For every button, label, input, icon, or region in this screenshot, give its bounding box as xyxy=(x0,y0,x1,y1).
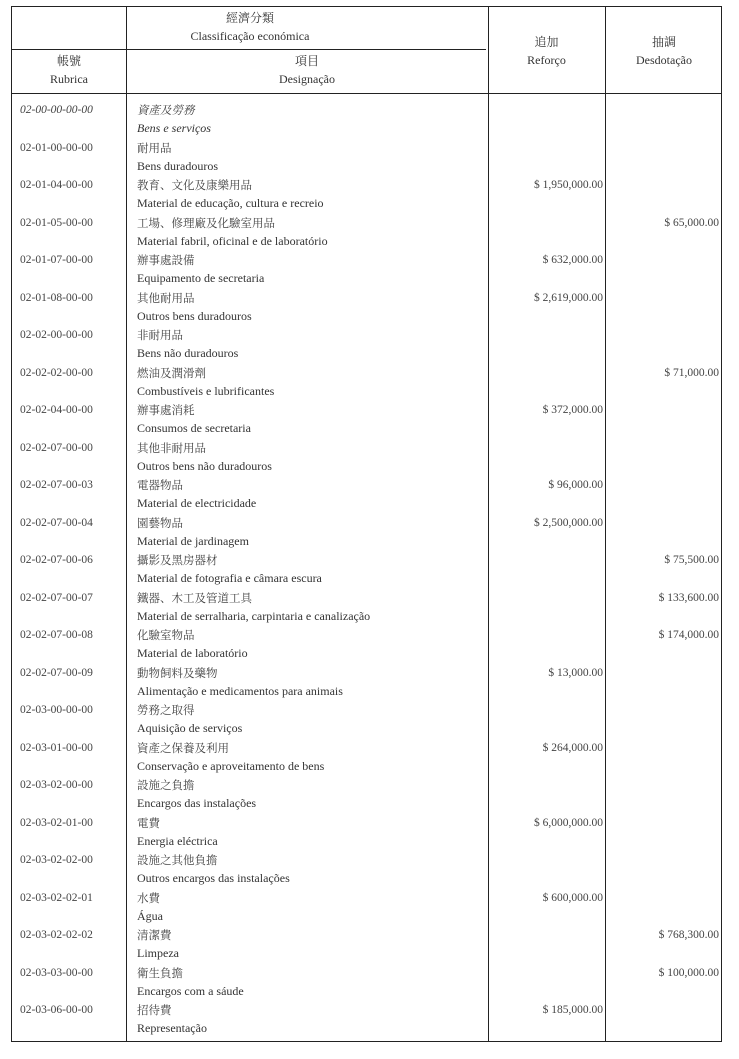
row-designation-zh: 園藝物品 xyxy=(137,515,183,530)
row-designation-zh: 設施之其他負擔 xyxy=(137,853,218,867)
header-item-pt: Designação xyxy=(279,72,335,86)
row-reforco-amount: $ 13,000.00 xyxy=(548,666,603,679)
table-row xyxy=(12,1001,723,1039)
row-desdotacao-amount: $ 174,000.00 xyxy=(658,629,719,641)
table-row xyxy=(12,739,723,777)
row-code: 02-02-07-00-07 xyxy=(20,591,93,604)
header-desdotacao xyxy=(605,33,723,69)
table-row xyxy=(12,364,723,402)
row-designation-zh: 辦事處消耗 xyxy=(137,403,195,417)
row-code: 02-03-06-00-00 xyxy=(20,1004,93,1016)
row-designation-pt: Material de fotografia e câmara escura xyxy=(137,571,322,585)
row-code: 02-02-07-00-06 xyxy=(20,554,93,566)
header-economic-pt: Classificação económica xyxy=(190,29,310,43)
row-desdotacao-amount: $ 768,300.00 xyxy=(658,929,719,941)
row-designation-pt: Aquisição de serviços xyxy=(137,721,243,735)
row-designation-pt: Bens não duradouros xyxy=(137,346,239,360)
header-reforco-zh: 追加 xyxy=(534,35,559,49)
row-designation-pt: Material de laboratório xyxy=(137,646,248,660)
row-designation-zh: 清潔費 xyxy=(137,928,172,942)
row-reforco-amount: $ 2,500,000.00 xyxy=(534,516,603,529)
header-desdot-zh: 抽調 xyxy=(651,35,676,49)
header-account-pt: Rubrica xyxy=(50,72,88,86)
row-desdotacao-amount: $ 75,500.00 xyxy=(664,554,719,566)
row-designation-zh: 水費 xyxy=(137,890,160,905)
row-reforco-amount: $ 96,000.00 xyxy=(548,479,603,491)
row-desdotacao-amount: $ 71,000.00 xyxy=(664,366,719,379)
table-row xyxy=(12,664,723,702)
row-designation-pt: Outros encargos das instalações xyxy=(137,871,290,885)
row-designation-pt: Conservação e aproveitamento de bens xyxy=(137,758,325,773)
row-code: 02-03-02-02-02 xyxy=(20,929,93,941)
row-designation-pt: Combustíveis e lubrificantes xyxy=(137,383,275,398)
row-designation-pt: Representação xyxy=(137,1021,207,1035)
budget-table xyxy=(11,6,722,1042)
header-desdot-pt: Desdotação xyxy=(636,53,692,67)
row-designation-pt: Alimentação e medicamentos para animais xyxy=(137,683,343,698)
row-code: 02-03-02-00-00 xyxy=(20,779,93,791)
table-row xyxy=(12,289,723,327)
row-code: 02-03-03-00-00 xyxy=(20,966,93,979)
row-code: 02-00-00-00-00 xyxy=(20,104,93,116)
row-code: 02-02-00-00-00 xyxy=(20,329,93,341)
row-designation-zh: 招待費 xyxy=(137,1003,172,1017)
row-designation-pt: Bens e serviços xyxy=(137,121,211,135)
row-designation-zh: 資產之保養及利用 xyxy=(137,740,229,755)
row-designation-pt: Outros bens não duradouros xyxy=(137,458,272,473)
row-reforco-amount: $ 264,000.00 xyxy=(542,741,603,754)
row-designation-zh: 其他非耐用品 xyxy=(137,440,206,455)
row-reforco-amount: $ 2,619,000.00 xyxy=(534,291,603,304)
row-designation-pt: Consumos de secretaria xyxy=(137,421,251,435)
row-code: 02-02-07-00-09 xyxy=(20,666,93,679)
table-row xyxy=(12,589,723,627)
row-designation-zh: 非耐用品 xyxy=(137,328,183,342)
header-account xyxy=(12,52,126,88)
row-reforco-amount: $ 6,000,000.00 xyxy=(534,816,603,829)
table-row xyxy=(12,476,723,514)
row-designation-zh: 勞務之取得 xyxy=(137,703,195,717)
table-row xyxy=(12,889,723,927)
row-code: 02-02-07-00-08 xyxy=(20,629,93,641)
row-code: 02-02-02-00-00 xyxy=(20,366,93,379)
header-reforco xyxy=(488,33,605,69)
row-code: 02-03-02-02-00 xyxy=(20,854,93,866)
table-row xyxy=(12,101,723,139)
row-code: 02-03-02-02-01 xyxy=(20,891,93,904)
table-row xyxy=(12,439,723,477)
row-designation-zh: 工場、修理廠及化驗室用品 xyxy=(137,215,275,230)
row-code: 02-01-07-00-00 xyxy=(20,254,93,266)
row-designation-zh: 資產及勞務 xyxy=(137,103,195,117)
row-designation-pt: Bens duradouros xyxy=(137,158,218,173)
row-designation-pt: Limpeza xyxy=(137,946,179,960)
row-reforco-amount: $ 632,000.00 xyxy=(542,254,603,266)
row-designation-zh: 攝影及黑房器材 xyxy=(137,553,218,567)
row-designation-pt: Material de jardinagem xyxy=(137,533,249,548)
row-designation-zh: 動物飼料及藥物 xyxy=(137,665,218,680)
row-code: 02-02-07-00-00 xyxy=(20,441,93,454)
row-code: 02-03-02-01-00 xyxy=(20,816,93,829)
row-designation-pt: Encargos das instalações xyxy=(137,796,257,810)
row-reforco-amount: $ 1,950,000.00 xyxy=(534,179,603,191)
header-item-zh: 項目 xyxy=(294,54,319,68)
row-designation-zh: 辦事處設備 xyxy=(137,253,195,267)
row-designation-zh: 電器物品 xyxy=(137,478,183,492)
row-code: 02-01-00-00-00 xyxy=(20,141,93,154)
row-code: 02-02-07-00-03 xyxy=(20,479,93,491)
row-designation-pt: Material de electricidade xyxy=(137,496,257,510)
table-row xyxy=(12,701,723,739)
table-row xyxy=(12,776,723,814)
row-code: 02-01-04-00-00 xyxy=(20,179,93,191)
row-designation-zh: 教育、文化及康樂用品 xyxy=(137,178,252,192)
table-row xyxy=(12,551,723,589)
header-subdivider xyxy=(12,49,486,50)
row-designation-pt: Outros bens duradouros xyxy=(137,308,252,323)
header-item xyxy=(126,52,488,88)
row-desdotacao-amount: $ 65,000.00 xyxy=(664,216,719,229)
row-designation-zh: 電費 xyxy=(137,815,160,830)
row-code: 02-02-07-00-04 xyxy=(20,516,93,529)
table-row xyxy=(12,251,723,289)
header-bottom-rule xyxy=(12,93,721,94)
row-designation-zh: 衛生負擔 xyxy=(137,965,183,980)
row-designation-pt: Água xyxy=(137,908,163,923)
row-desdotacao-amount: $ 133,600.00 xyxy=(658,591,719,604)
row-designation-pt: Material de serralharia, carpintaria e canalização xyxy=(137,608,371,623)
table-row xyxy=(12,926,723,964)
row-designation-pt: Material de educação, cultura e recreio xyxy=(137,196,324,210)
row-designation-zh: 設施之負擔 xyxy=(137,778,195,792)
row-code: 02-03-01-00-00 xyxy=(20,741,93,754)
table-row xyxy=(12,326,723,364)
header-economic-zh: 經濟分類 xyxy=(225,11,274,25)
table-row xyxy=(12,964,723,1002)
table-row xyxy=(12,214,723,252)
header-economic-classification xyxy=(12,9,488,45)
row-code: 02-01-08-00-00 xyxy=(20,291,93,304)
header-reforco-pt: Reforço xyxy=(527,53,566,67)
table-body xyxy=(12,101,723,1039)
table-row xyxy=(12,814,723,852)
table-row xyxy=(12,176,723,214)
table-row xyxy=(12,401,723,439)
row-reforco-amount: $ 600,000.00 xyxy=(542,891,603,904)
header-account-zh: 帳號 xyxy=(56,54,81,68)
row-designation-pt: Encargos com a sáude xyxy=(137,983,244,998)
row-designation-pt: Energia eléctrica xyxy=(137,833,218,848)
table-row xyxy=(12,626,723,664)
row-code: 02-02-04-00-00 xyxy=(20,404,93,416)
row-designation-zh: 鐵器、木工及管道工具 xyxy=(137,590,252,605)
row-designation-pt: Equipamento de secretaria xyxy=(137,271,265,285)
row-code: 02-03-00-00-00 xyxy=(20,704,93,716)
row-designation-zh: 化驗室物品 xyxy=(137,628,195,642)
table-row xyxy=(12,139,723,177)
row-designation-zh: 耐用品 xyxy=(137,140,172,155)
row-designation-pt: Material fabril, oficinal e de laboratório xyxy=(137,233,328,248)
row-reforco-amount: $ 372,000.00 xyxy=(542,404,603,416)
row-reforco-amount: $ 185,000.00 xyxy=(542,1004,603,1016)
row-designation-zh: 燃油及潤滑劑 xyxy=(137,365,206,380)
row-code: 02-01-05-00-00 xyxy=(20,216,93,229)
row-designation-zh: 其他耐用品 xyxy=(137,290,195,305)
row-desdotacao-amount: $ 100,000.00 xyxy=(658,966,719,979)
table-row xyxy=(12,851,723,889)
table-row xyxy=(12,514,723,552)
